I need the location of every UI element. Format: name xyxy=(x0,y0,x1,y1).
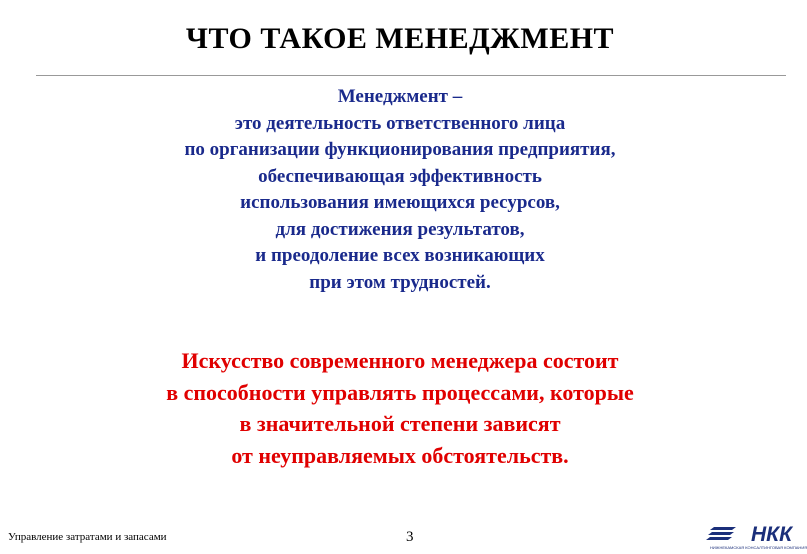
page-number: 3 xyxy=(406,529,414,545)
logo-subtext: НИЖНЕКАМСКАЯ КОНСАЛТИНГОВАЯ КОМПАНИЯ xyxy=(710,545,807,550)
company-logo xyxy=(706,523,807,550)
definition-block xyxy=(0,84,800,296)
art-line: от неуправляемых обстоятельств. xyxy=(231,442,569,468)
footer-course-title: Управление затратами и запасами xyxy=(8,531,167,543)
definition-line: для достижения результатов, xyxy=(275,218,525,240)
art-line: в способности управлять процессами, которые xyxy=(166,379,634,405)
definition-line: и преодоление всех возникающих xyxy=(255,245,545,266)
definition-line: это деятельность ответственного лица xyxy=(234,112,566,134)
definition-line: обеспечивающая эффективность xyxy=(258,165,542,187)
definition-line: при этом трудностей. xyxy=(309,271,491,293)
art-line: Искусство современного менеджера состоит xyxy=(181,348,619,373)
art-line: в значительной степени зависят xyxy=(239,411,561,436)
logo-wordmark: НКК xyxy=(751,523,792,546)
definition-line: использования имеющихся ресурсов, xyxy=(240,192,560,213)
art-of-management-block xyxy=(0,345,800,471)
slide-title: ЧТО ТАКОЕ МЕНЕДЖМЕНТ xyxy=(185,22,615,55)
definition-line: по организации функционирования предприятия, xyxy=(184,139,616,160)
logo-stripes-icon xyxy=(706,527,736,545)
title-divider xyxy=(36,75,786,76)
definition-line: Менеджмент – xyxy=(337,86,463,107)
